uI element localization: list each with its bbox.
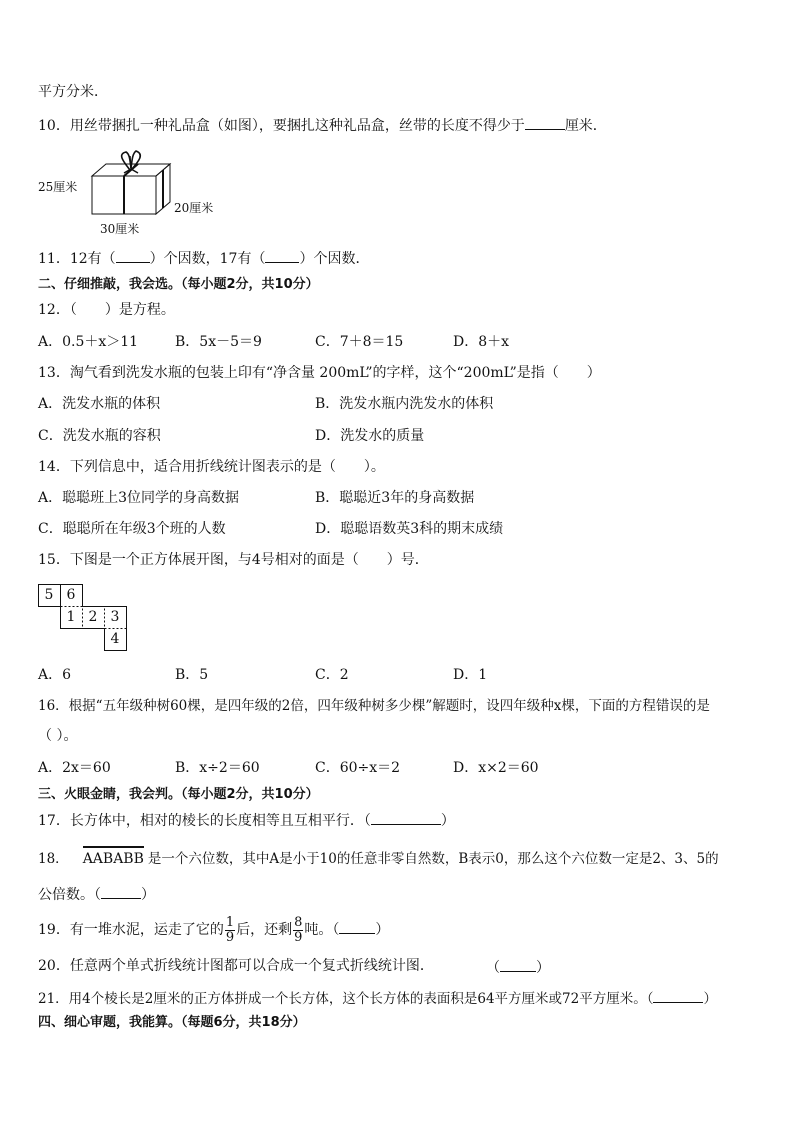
fraction: $\frac{1}{9}$ bbox=[225, 914, 235, 945]
option-d[interactable]: D．x×2＝60 bbox=[453, 760, 539, 776]
question-19-part-c: 吨。（ bbox=[304, 922, 340, 938]
option-a[interactable]: A．2x＝60 bbox=[38, 760, 111, 776]
question-20-text: 20．任意两个单式折线统计图都可以合成一个复式折线统计图． bbox=[38, 958, 434, 974]
question-18-number: 18． bbox=[38, 851, 69, 867]
question-12: 12．（ ）是方程。 bbox=[38, 302, 175, 318]
section-2-heading: 二、仔细推敲，我会选。（每小题2分，共10分） bbox=[38, 277, 319, 292]
cube-net-figure bbox=[38, 584, 138, 654]
option-b[interactable]: B．洗发水瓶内洗发水的体积 bbox=[315, 396, 494, 412]
net-cell: 6 bbox=[66, 587, 76, 603]
option-b[interactable]: B．聪聪近3年的身高数据 bbox=[315, 490, 475, 506]
question-15: 15．下图是一个正方体展开图，与4号相对的面是（ ）号． bbox=[38, 552, 429, 568]
question-14: 14．下列信息中，适合用折线统计图表示的是（ ）。 bbox=[38, 459, 385, 475]
question-10-unit: 厘米． bbox=[564, 118, 607, 134]
question-17 bbox=[38, 810, 455, 830]
answer-blank[interactable] bbox=[653, 988, 703, 1003]
option-a[interactable]: A．6 bbox=[38, 667, 72, 683]
answer-blank[interactable] bbox=[500, 957, 536, 972]
answer-blank[interactable] bbox=[116, 248, 150, 263]
question-18-text: 是一个六位数，其中A是小于10的任意非零自然数，B表示0，那么这个六位数一定是2、3、5的 bbox=[147, 851, 719, 867]
question-17-end: ） bbox=[440, 813, 455, 829]
option-c[interactable]: C．洗发水瓶的容积 bbox=[38, 428, 161, 444]
question-21-text: 21．用4个棱长是2厘米的正方体拼成一个长方体，这个长方体的表面积是64平方厘米或72平方厘米。（ bbox=[38, 991, 654, 1007]
option-c[interactable]: C．7＋8＝15 bbox=[315, 334, 404, 350]
question-13: 13．淘气看到洗发水瓶的包装上印有“净含量 200mL”的字样，这个“200mL”是指（ ） bbox=[38, 365, 601, 381]
bow-icon bbox=[122, 152, 131, 170]
option-b[interactable]: B．5x－5＝9 bbox=[175, 334, 262, 350]
question-20-end: ） bbox=[536, 960, 550, 976]
question-19-part-a: 19．有一堆水泥，运走了它的 bbox=[38, 922, 224, 938]
question-17-text: 17．长方体中，相对的棱长的长度相等且互相平行．（ bbox=[38, 813, 371, 829]
label-depth: 20厘米 bbox=[174, 201, 214, 215]
fraction: $\frac{8}{9}$ bbox=[294, 914, 303, 945]
option-d[interactable]: D．1 bbox=[453, 667, 488, 683]
gift-box-figure bbox=[36, 146, 236, 238]
option-a[interactable]: A．洗发水瓶的体积 bbox=[38, 396, 161, 412]
overlined-number: AABABB bbox=[83, 846, 144, 868]
label-height: 25厘米 bbox=[38, 180, 78, 194]
answer-blank[interactable] bbox=[525, 115, 565, 130]
question-10 bbox=[38, 115, 607, 135]
section-4-heading: 四、细心审题，我能算。（每题6分，共18分） bbox=[38, 1015, 306, 1030]
question-10-text: 10．用丝带捆扎一种礼品盒（如图），要捆扎这种礼品盒，丝带的长度不得少于 bbox=[38, 118, 525, 134]
option-c[interactable]: C．2 bbox=[315, 667, 349, 683]
question-21 bbox=[38, 988, 717, 1008]
question-19 bbox=[38, 912, 389, 948]
question-11-part-a: 11．12有（ bbox=[38, 251, 116, 267]
question-18-line-2-text: 公倍数。（ bbox=[38, 887, 101, 903]
option-c[interactable]: C．60÷x＝2 bbox=[315, 760, 401, 776]
answer-blank[interactable] bbox=[371, 810, 441, 825]
question-19-part-b: 后，还剩 bbox=[236, 922, 293, 938]
option-b[interactable]: B．x÷2＝60 bbox=[175, 760, 260, 776]
question-19-end: ） bbox=[375, 922, 390, 938]
question-20 bbox=[38, 957, 434, 975]
question-11-part-b: ）个因数，17有（ bbox=[149, 251, 266, 267]
net-cell: 1 bbox=[66, 609, 76, 625]
net-cell: 3 bbox=[110, 609, 120, 625]
question-16: 16．根据“五年级种树60棵，是四年级的2倍，四年级种树多少棵”解题时，设四年级种x棵，下面的方程错误的是 bbox=[38, 698, 710, 714]
answer-blank[interactable] bbox=[339, 919, 375, 934]
question-21-end: ） bbox=[703, 991, 717, 1007]
option-b[interactable]: B．5 bbox=[175, 667, 209, 683]
question-11 bbox=[38, 248, 369, 268]
net-cell: 5 bbox=[44, 587, 54, 603]
option-c[interactable]: C．聪聪所在年级3个班的人数 bbox=[38, 521, 226, 537]
option-d[interactable]: D．洗发水的质量 bbox=[315, 428, 425, 444]
label-width: 30厘米 bbox=[100, 222, 140, 236]
question-11-part-c: ）个因数． bbox=[299, 251, 370, 267]
question-20-open: （ bbox=[486, 960, 500, 976]
net-cell: 2 bbox=[88, 609, 98, 625]
net-cell: 4 bbox=[110, 631, 120, 647]
option-a[interactable]: A．聪聪班上3位同学的身高数据 bbox=[38, 490, 240, 506]
answer-blank[interactable] bbox=[265, 248, 299, 263]
option-a[interactable]: A．0.5＋x＞11 bbox=[38, 334, 139, 350]
question-18-end: ） bbox=[141, 887, 155, 903]
section-3-heading: 三、火眼金睛，我会判。（每小题2分，共10分） bbox=[38, 787, 319, 802]
option-d[interactable]: D．8＋x bbox=[453, 334, 510, 350]
question-18-line-2 bbox=[38, 884, 155, 904]
question-18 bbox=[38, 846, 719, 868]
continued-text: 平方分米． bbox=[38, 84, 108, 100]
question-16-line-2: （ ）。 bbox=[38, 728, 78, 744]
question-20-answer bbox=[486, 957, 550, 977]
option-d[interactable]: D．聪聪语数英3科的期末成绩 bbox=[315, 521, 504, 537]
answer-blank[interactable] bbox=[101, 884, 141, 899]
